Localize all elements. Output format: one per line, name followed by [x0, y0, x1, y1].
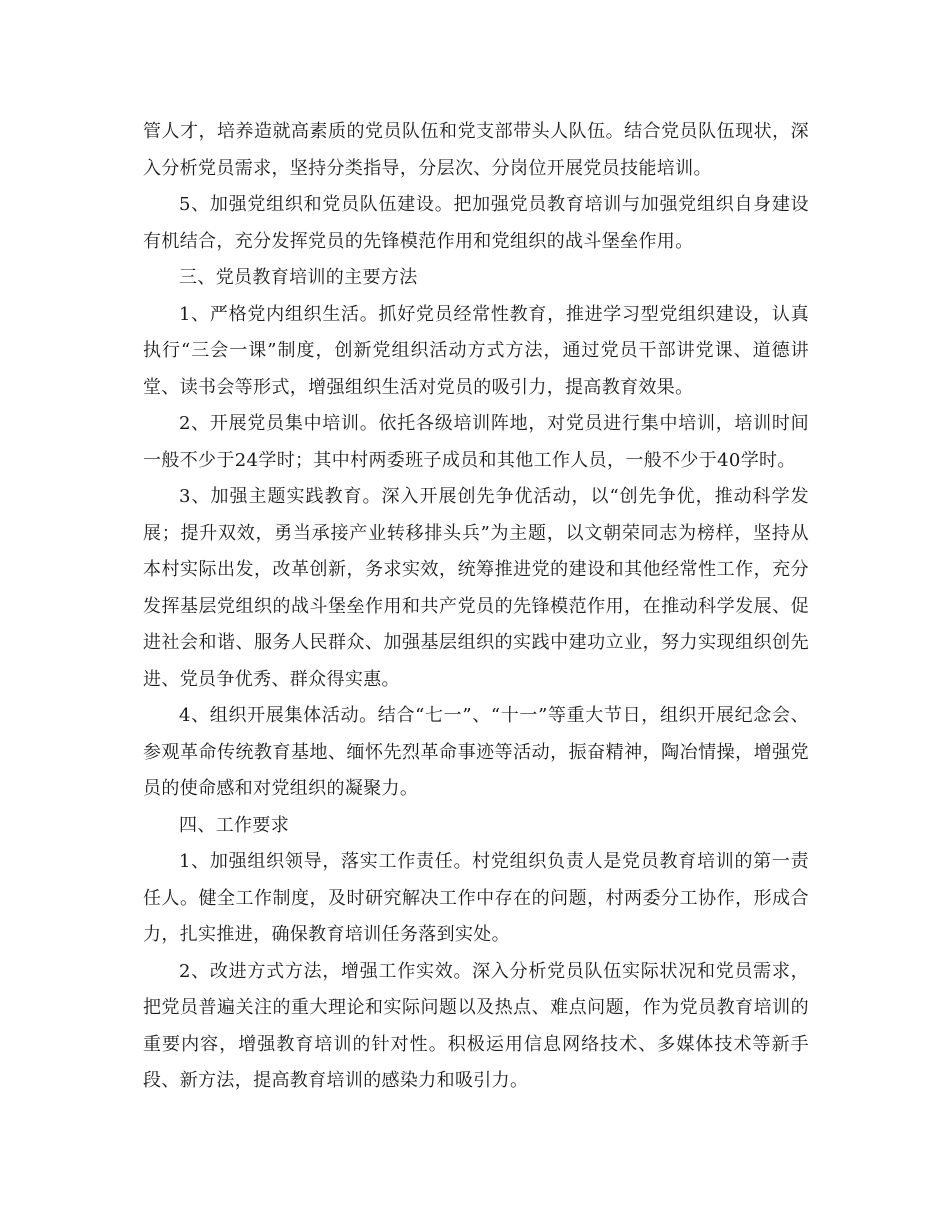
section-heading-requirements: 四、工作要求: [179, 814, 290, 836]
paragraph-method-1: 1、严格党内组织生活。抓好党员经常性教育，推进学习型党组织建设，认真执行“三会一课”制度，创新党组织活动方式方法，通过党员干部讲党课、道德讲堂、读书会等形式，增强组织生活对党员的吸引力，提高教育效果。: [143, 303, 809, 398]
paragraph-method-2: 2、开展党员集中培训。依托各级培训阵地，对党员进行集中培训，培训时间一般不少于24学时；其中村两委班子成员和其他工作人员，一般不少于40学时。: [143, 413, 809, 471]
paragraph-continuation: 管人才，培养造就高素质的党员队伍和党支部带头人队伍。结合党员队伍现状，深入分析党员需求，坚持分类指导，分层次、分岗位开展党员技能培训。: [143, 121, 809, 179]
paragraph-method-3: 3、加强主题实践教育。深入开展创先争优活动，以“创先争优，推动科学发展；提升双效，勇当承接产业转移排头兵”为主题，以文朝荣同志为榜样，坚持从本村实际出发，改革创新，务求实效，统筹推进党的建设和其他经常性工作，充分发挥基层党组织的战斗堡垒作用和共产党员的先锋模范作用，在推动科学发展、促进社会和谐、服务人民群众、加强基层组织的实践中建功立业，努力实现组织创先进、党员争优秀、群众得实惠。: [143, 486, 809, 690]
paragraph-requirement-2: 2、改进方式方法，增强工作实效。深入分析党员队伍实际状况和党员需求，把党员普遍关注的重大理论和实际问题以及热点、难点问题，作为党员教育培训的重要内容，增强教育培训的针对性。积极运用信息网络技术、多媒体技术等新手段、新方法，提高教育培训的感染力和吸引力。: [143, 960, 809, 1091]
paragraph-requirement-1: 1、加强组织领导，落实工作责任。村党组织负责人是党员教育培训的第一责任人。健全工作制度，及时研究解决工作中存在的问题，村两委分工协作，形成合力，扎实推进，确保教育培训任务落到实处。: [143, 851, 809, 945]
paragraph-item-5: 5、加强党组织和党员队伍建设。把加强党员教育培训与加强党组织自身建设有机结合，充分发挥党员的先锋模范作用和党组织的战斗堡垒作用。: [143, 194, 809, 252]
section-heading-methods: 三、党员教育培训的主要方法: [179, 267, 418, 288]
paragraph-method-4: 4、组织开展集体活动。结合“七一”、“十一”等重大节日，组织开展纪念会、参观革命传统教育基地、缅怀先烈革命事迹等活动，振奋精神，陶冶情操，增强党员的使命感和对党组织的凝聚力。: [143, 705, 809, 799]
document-page: [143, 114, 809, 1100]
